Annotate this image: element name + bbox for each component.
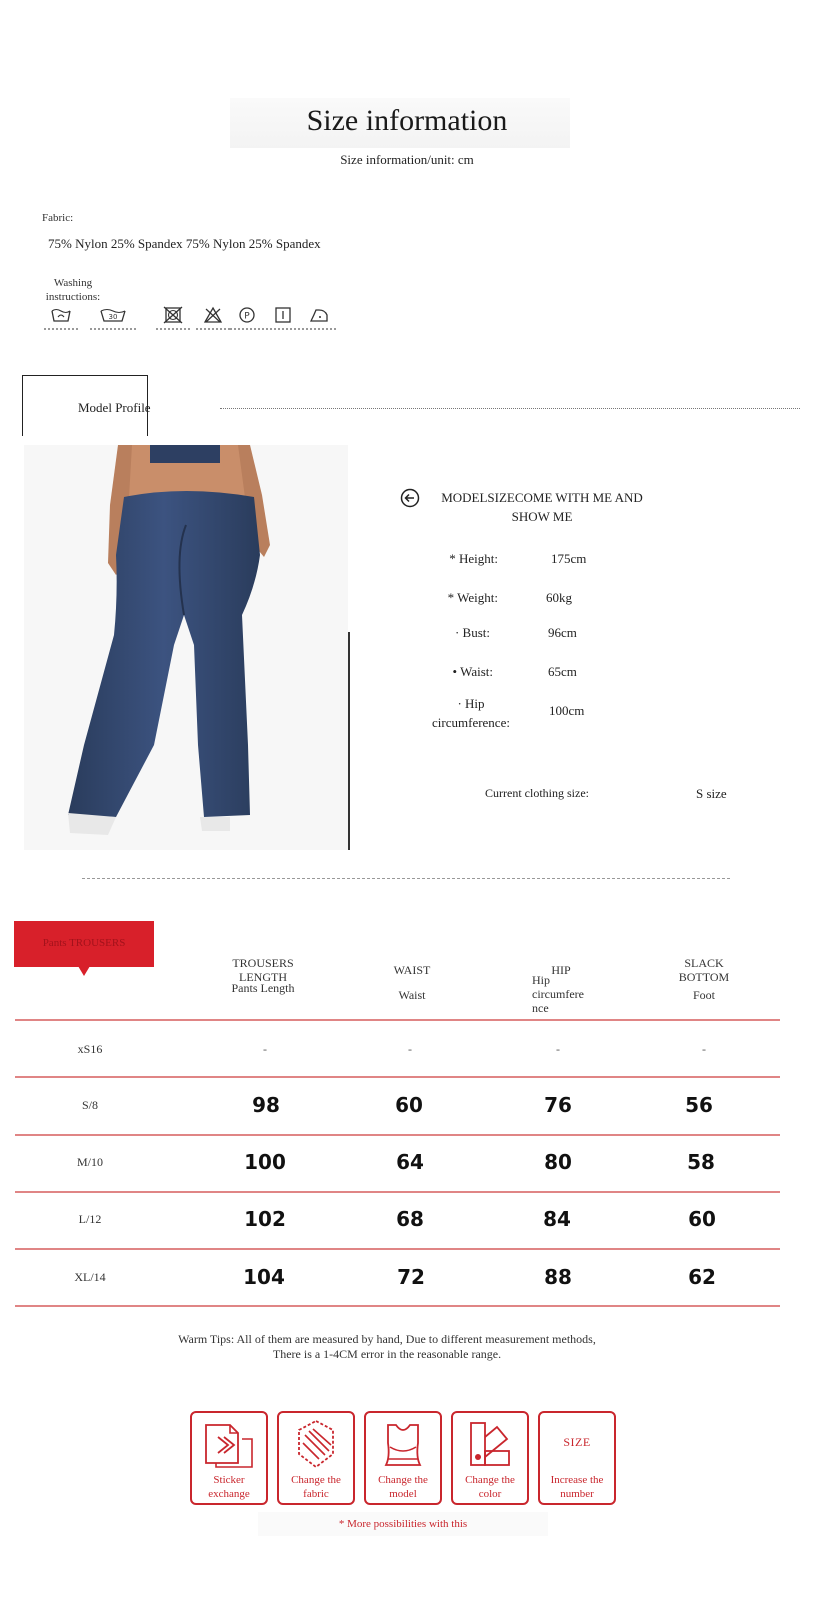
model-height-value: 175cm [551,551,587,566]
table-cell: 64 [396,1150,424,1174]
model-photo [24,445,348,850]
size-cell: xS16 [77,1042,103,1056]
color-swatch-icon [453,1417,527,1473]
table-cell: 60 [688,1207,716,1231]
current-size-label: Current clothing size: [485,786,589,800]
row-divider [15,1305,780,1307]
pants-tag-pointer [78,966,90,976]
hand-wash-icon [44,306,78,330]
sticker-exchange-label: Sticker exchange [208,1474,250,1500]
fabric-label: Fabric: [42,212,74,224]
col-sub-length: Pants Length [231,981,295,995]
model-bust-label: · Bust: [454,625,490,640]
dashed-divider [82,878,730,879]
warm-tips-line1: Warm Tips: All of them are measured by hand, Due to different measurement methods, [178,1332,596,1346]
iron-low-icon [302,306,336,330]
model-weight-label: * Weight: [447,590,498,605]
increase-number-button[interactable] [538,1411,616,1505]
table-cell: 100 [244,1150,286,1174]
warm-tips [0,1332,774,1362]
col-head-length: TROUSERS LENGTH [232,956,294,984]
table-cell: 62 [688,1265,716,1289]
row-divider [15,1019,780,1021]
fabric-icon [279,1417,353,1473]
model-weight-value: 60kg [546,590,572,605]
col-sub-bottom: Foot [692,988,715,1002]
col-head-hip: HIP [551,963,571,977]
more-possibilities: * More possibilities with this [258,1512,548,1536]
change-fabric-button[interactable] [277,1411,355,1505]
wash-30-icon [90,306,136,330]
size-cell: XL/14 [74,1270,106,1284]
model-hip-value: 100cm [549,703,585,718]
table-cell: 102 [244,1207,286,1231]
dotted-divider [220,408,800,409]
col-sub-hip: Hip circumfere nce [532,973,584,1015]
table-cell: - [702,1042,706,1056]
page-title: Size information [306,104,508,137]
increase-number-label: Increase the number [550,1474,604,1500]
model-waist-value: 65cm [548,664,577,679]
table-cell: - [408,1042,412,1056]
table-cell: 60 [395,1093,423,1117]
table-cell: 76 [544,1093,572,1117]
table-cell: 88 [544,1265,572,1289]
row-divider [15,1248,780,1250]
pants-tag-label: Pants TROUSERS [42,937,126,949]
table-cell: - [556,1042,560,1056]
col-sub-waist: Waist [398,988,426,1002]
dry-clean-p-icon [230,306,264,330]
dry-clean-letter: P [244,311,250,322]
size-cell: M/10 [76,1155,103,1169]
line-dry-icon [266,306,300,330]
page-subtitle: Size information/unit: cm [340,152,474,167]
change-model-button[interactable] [364,1411,442,1505]
fabric-composition: 75% Nylon 25% Spandex 75% Nylon 25% Spandex [48,236,321,251]
washing-label: Washing instructions: [45,277,101,303]
no-bleach-icon [196,306,230,330]
table-cell: 68 [396,1207,424,1231]
table-cell: 104 [243,1265,285,1289]
size-cell: L/12 [78,1212,102,1226]
warm-tips-line2: There is a 1-4CM error in the reasonable range. [272,1347,502,1361]
col-head-waist: WAIST [393,963,431,977]
row-divider [15,1076,780,1078]
arrow-left-circle-icon[interactable] [400,488,420,513]
model-height-label: * Height: [449,551,498,566]
change-fabric-label: Change the fabric [291,1474,341,1500]
model-heading: MODELSIZECOME WITH ME AND SHOW ME [441,490,643,524]
change-color-button[interactable] [451,1411,529,1505]
table-cell: 58 [687,1150,715,1174]
row-divider [15,1134,780,1136]
model-bust-value: 96cm [548,625,577,640]
model-hip-label: · Hip circumference: [432,696,510,730]
row-divider [15,1191,780,1193]
table-cell: 98 [252,1093,280,1117]
table-cell: - [263,1042,267,1056]
col-head-bottom: SLACK BOTTOM [678,956,730,984]
table-cell: 80 [544,1150,572,1174]
no-tumble-dry-icon [156,306,190,330]
table-cell: 72 [397,1265,425,1289]
change-model-label: Change the model [378,1474,428,1500]
sticker-exchange-button[interactable] [190,1411,268,1505]
model-icon [366,1417,440,1473]
model-waist-label: • Waist: [452,664,493,679]
change-color-label: Change the color [465,1474,515,1500]
table-cell: 56 [685,1093,713,1117]
size-cell: S/8 [81,1098,98,1112]
wash-temp-label: 30 [108,313,118,321]
table-cell: 84 [543,1207,571,1231]
model-profile-label: Model Profile [78,400,151,415]
photo-edge-line [348,632,350,850]
sticker-exchange-icon [192,1417,266,1473]
size-icon: SIZE [563,1435,591,1449]
washing-icons [44,306,344,336]
current-size-value: S size [696,786,727,801]
